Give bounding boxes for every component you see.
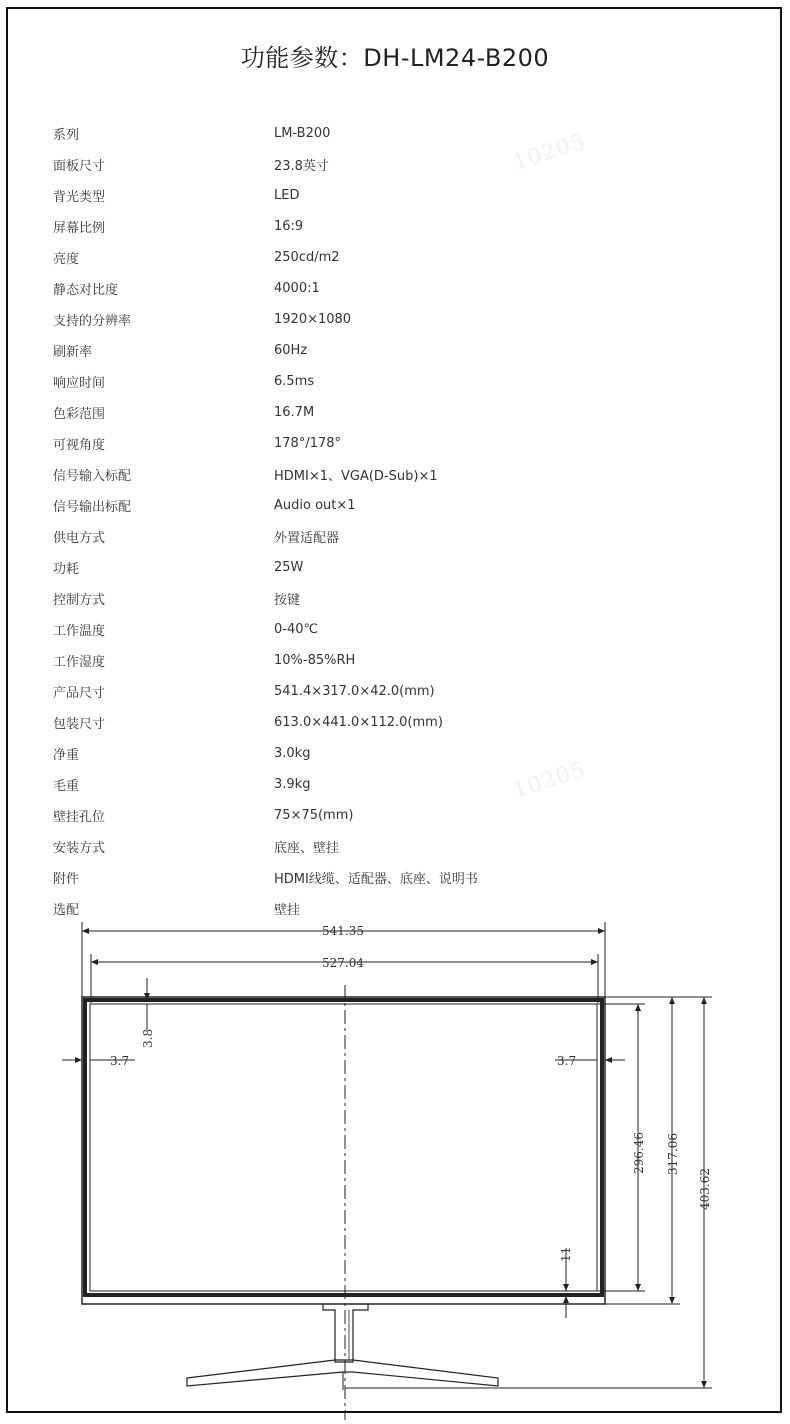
spec-value: 541.4×317.0×42.0(mm)	[274, 684, 435, 699]
spec-value: 75×75(mm)	[274, 808, 354, 823]
spec-label: 产品尺寸	[53, 686, 106, 701]
spec-label: 面板尺寸	[53, 159, 106, 174]
top-bezel-label: 3.8	[141, 1028, 155, 1048]
right-bezel-label: 3.7	[557, 1054, 577, 1068]
spec-label: 系列	[53, 128, 80, 143]
total-height-label: 403.62	[698, 1168, 712, 1210]
monitor-outline	[82, 997, 605, 1304]
spec-label: 信号输入标配	[53, 469, 132, 484]
spec-label: 毛重	[53, 779, 80, 794]
spec-value: 1920×1080	[274, 312, 352, 327]
spec-value: 16.7M	[274, 405, 315, 420]
spec-value: Audio out×1	[274, 498, 356, 513]
spec-value: 250cd/m2	[274, 250, 340, 265]
spec-label: 壁挂孔位	[53, 810, 106, 825]
spec-value: LM-B200	[274, 126, 331, 141]
spec-label: 刷新率	[53, 345, 93, 360]
watermark: 10205	[509, 129, 590, 176]
spec-label: 选配	[53, 903, 80, 918]
spec-label: 静态对比度	[53, 283, 119, 298]
spec-label: 信号输出标配	[53, 500, 132, 515]
spec-value: 6.5ms	[274, 374, 315, 389]
spec-value: HDMI线缆、适配器、底座、说明书	[274, 872, 478, 887]
spec-value: 60Hz	[274, 343, 308, 358]
spec-value: 10%-85%RH	[274, 653, 356, 668]
bottom-bezel-label: 11	[559, 1246, 573, 1262]
spec-label: 亮度	[53, 252, 80, 267]
left-bezel-label: 3.7	[110, 1054, 130, 1068]
spec-label: 屏幕比例	[53, 221, 106, 236]
spec-label: 可视角度	[53, 438, 106, 453]
spec-value: 0-40℃	[274, 622, 319, 637]
spec-label: 背光类型	[53, 190, 106, 205]
spec-value: 23.8英寸	[274, 159, 329, 174]
spec-value: 壁挂	[274, 903, 301, 918]
spec-value: HDMI×1、VGA(D-Sub)×1	[274, 469, 438, 484]
page-title: 功能参数：DH-LM24-B200	[240, 44, 550, 72]
spec-value: 178°/178°	[274, 436, 342, 451]
spec-label: 控制方式	[53, 593, 106, 608]
spec-label: 功耗	[53, 562, 80, 577]
spec-label: 净重	[53, 748, 80, 763]
spec-label: 支持的分辨率	[53, 314, 132, 329]
spec-label: 工作温度	[53, 624, 106, 639]
panel-height-label: 317.06	[666, 1133, 680, 1175]
spec-label: 包装尺寸	[53, 717, 106, 732]
spec-value: 按键	[274, 593, 301, 608]
spec-value: 613.0×441.0×112.0(mm)	[274, 715, 443, 730]
overall-width-label: 541.35	[322, 924, 364, 938]
monitor-screen	[90, 1004, 597, 1291]
spec-label: 安装方式	[53, 841, 106, 856]
spec-value: 25W	[274, 560, 304, 575]
spec-value: 4000:1	[274, 281, 320, 296]
screen-height-label: 296.46	[632, 1132, 646, 1174]
spec-value: 3.9kg	[274, 777, 311, 792]
spec-value: 3.0kg	[274, 746, 311, 761]
screen-width-label: 527.04	[322, 956, 364, 970]
spec-value: 16:9	[274, 219, 304, 234]
spec-label: 响应时间	[53, 376, 106, 391]
monitor-bezel	[85, 1000, 602, 1295]
spec-value: 外置适配器	[274, 531, 340, 546]
spec-label: 色彩范围	[53, 407, 106, 422]
spec-label: 工作湿度	[53, 655, 106, 670]
watermark: 10205	[509, 757, 590, 804]
spec-value: 底座、壁挂	[274, 841, 340, 856]
spec-label: 供电方式	[53, 531, 106, 546]
spec-value: LED	[274, 188, 300, 203]
spec-label: 附件	[53, 872, 80, 887]
